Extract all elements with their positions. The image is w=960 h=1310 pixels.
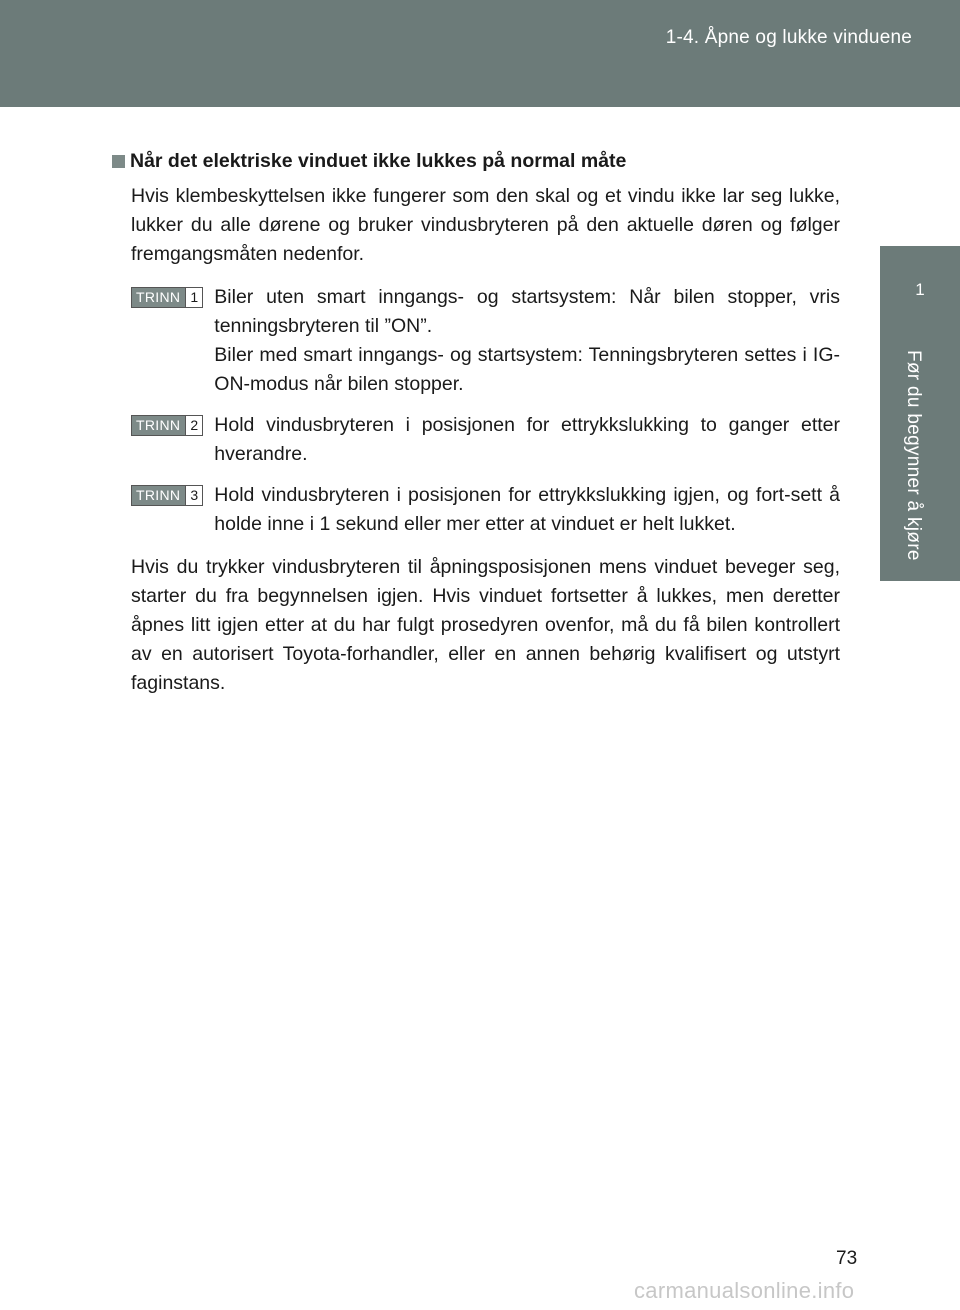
step-2 [131, 411, 840, 469]
watermark: carmanualsonline.info [634, 1278, 855, 1303]
step-badge [131, 415, 203, 436]
step-badge [131, 287, 203, 308]
step-line: Hold vindusbryteren i posisjonen for ettrykkslukking igjen, og fort-sett å holde inne i 1 sekund eller mer etter at vinduet er helt lukket. [214, 484, 840, 535]
intro-paragraph: Hvis klembeskyttelsen ikke fungerer som den skal og et vindu ikke lar seg lukke, lukker du alle dørene og bruker vindusbryteren på den aktuelle døren og følger fremgangsmåten nedenfor. [131, 185, 840, 265]
step-badge-number: 1 [185, 288, 202, 307]
page-number: 73 [836, 1248, 858, 1269]
page-header [0, 0, 960, 107]
step-line: Hold vindusbryteren i posisjonen for ettrykkslukking to ganger etter hverandre. [214, 414, 840, 465]
step-text [214, 411, 840, 469]
chapter-number: 1 [915, 280, 925, 299]
step-badge-number: 3 [185, 486, 202, 505]
step-badge-word: TRINN [132, 486, 185, 505]
section-heading-text: Når det elektriske vinduet ikke lukkes på normal måte [130, 150, 627, 172]
closing-paragraph: Hvis du trykker vindusbryteren til åpningsposisjonen mens vinduet beveger seg, starter du fra begynnelsen igjen. Hvis vinduet fortsetter å lukkes, men deretter åpnes litt igjen etter at du har fulgt prosedyren ovenfor, må du få bilen kontrollert av en autorisert Toyota-forhandler, eller en annen behørig kvalifisert og utstyrt faginstans. [131, 556, 840, 694]
step-3 [131, 481, 840, 539]
chapter-title: 1-4. Åpne og lukke vinduene [665, 27, 912, 48]
step-1 [131, 283, 840, 399]
square-bullet-icon [112, 155, 125, 168]
step-list [131, 283, 840, 539]
step-text [214, 481, 840, 539]
step-badge-word: TRINN [132, 416, 185, 435]
step-text [214, 283, 840, 399]
step-badge-number: 2 [185, 416, 202, 435]
step-line: Biler uten smart inngangs- og startsystem: Når bilen stopper, vris tenningsbryteren til ”ON”. [214, 286, 840, 337]
step-badge-word: TRINN [132, 288, 185, 307]
step-badge [131, 485, 203, 506]
main-content [112, 147, 840, 698]
step-line: Biler med smart inngangs- og startsystem: Tenningsbryteren settes i IG-ON-modus når bilen stopper. [214, 344, 840, 395]
chapter-label: Før du begynner å kjøre [903, 350, 924, 561]
chapter-side-tab [880, 246, 960, 581]
section-heading [112, 147, 840, 176]
